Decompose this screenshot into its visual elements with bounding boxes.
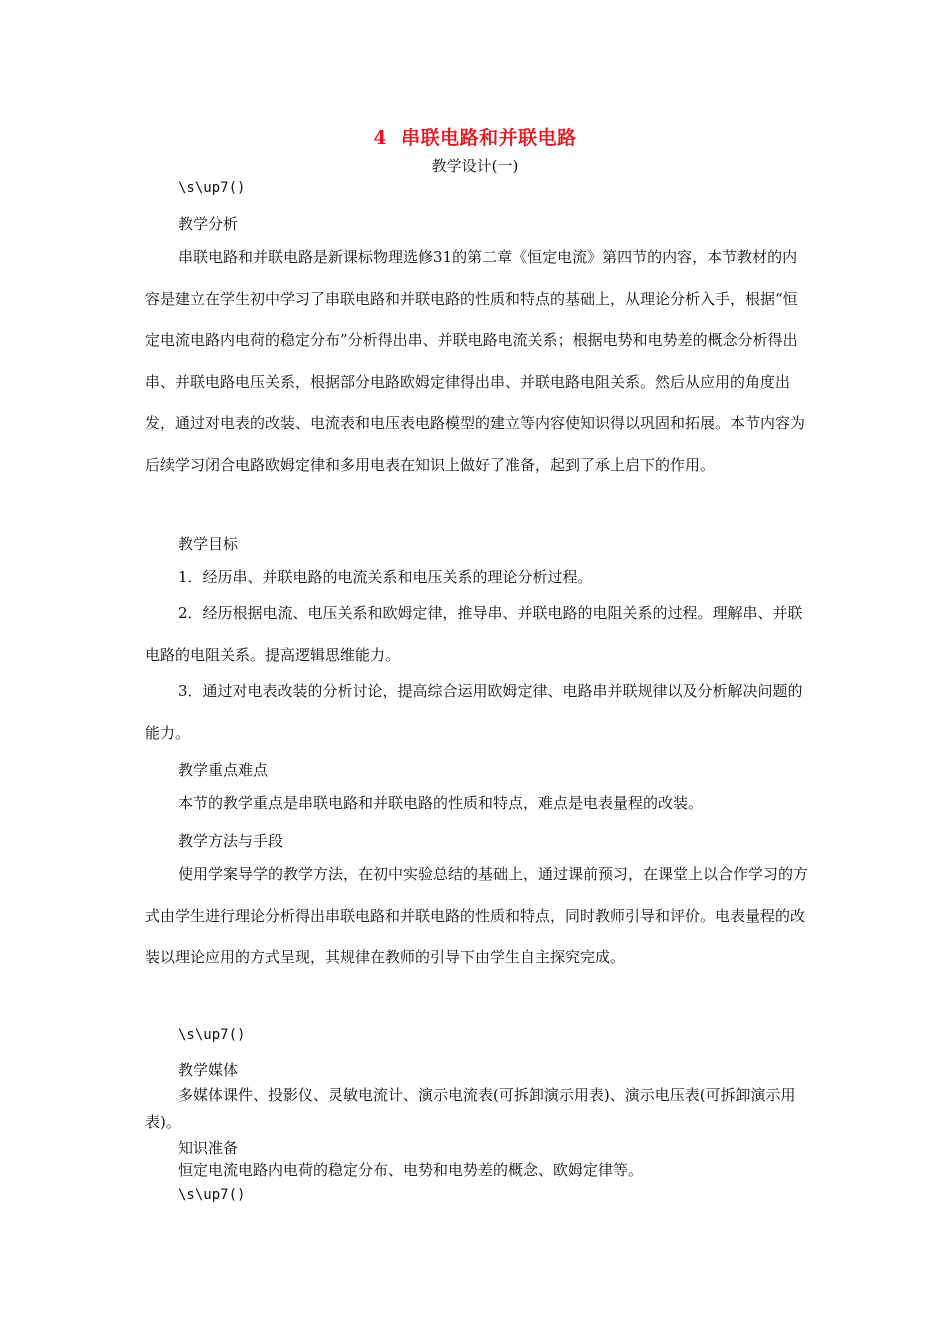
preparation-heading: 知识准备 [178, 1139, 239, 1157]
objective-item-3: 3．通过对电表改装的分析讨论，提高综合运用欧姆定律、电路串并联规律以及分析解决问题的能力。 [145, 682, 803, 742]
media-paragraph: 多媒体课件、投影仪、灵敏电流计、演示电流表(可拆卸演示用表)、演示电压表(可拆卸演示用表)。 [145, 1086, 796, 1131]
objectives-heading: 教学目标 [178, 535, 239, 553]
preparation-paragraph: 恒定电流电路内电荷的稳定分布、电势和电势差的概念、欧姆定律等。 [178, 1161, 644, 1179]
objective-item-2: 2．经历根据电流、电压关系和欧姆定律，推导串、并联电路的电阻关系的过程。理解串、并联电路的电阻关系。提高逻辑思维能力。 [145, 604, 803, 664]
key-points-heading: 教学重点难点 [178, 761, 269, 779]
title-text: 串联电路和并联电路 [401, 127, 577, 149]
analysis-paragraph: 串联电路和并联电路是新课标物理选修31的第二章《恒定电流》第四节的内容，本节教材的内容是建立在学生初中学习了串联电路和并联电路的性质和特点的基础上，从理论分析入手，根据“恒定电流电路内电荷的稳定分布”分析得出串、并联电路电流关系；根据电势和电势差的概念分析得出串、并联电路电压关系，根据部分电路欧姆定律得出串、并联电路电阻关系。然后从应用的角度出发，通过对电表的改装、电流表和电压表电路模型的建立等内容使知识得以巩固和拓展。本节内容为后续学习闭合电路欧姆定律和多用电表在知识上做好了准备，起到了承上启下的作用。 [145, 248, 806, 474]
page-subtitle: 教学设计(一) [431, 157, 519, 175]
page-title [0, 123, 950, 150]
methods-heading: 教学方法与手段 [178, 832, 284, 850]
objective-item-1: 1．经历串、并联电路的电流关系和电压关系的理论分析过程。 [178, 568, 593, 586]
media-heading: 教学媒体 [178, 1061, 239, 1079]
methods-paragraph: 使用学案导学的教学方法，在初中实验总结的基础上，通过课前预习，在课堂上以合作学习的方式由学生进行理论分析得出串联电路和并联电路的性质和特点，同时教师引导和评价。电表量程的改装以理论应用的方式呈现，其规律在教师的引导下由学生自主探究完成。 [145, 865, 809, 966]
analysis-heading: 教学分析 [178, 215, 239, 233]
key-points-paragraph: 本节的教学重点是串联电路和并联电路的性质和特点，难点是电表量程的改装。 [178, 794, 704, 812]
field-code-1: \s\up7() [178, 180, 246, 196]
field-code-2: \s\up7() [178, 1027, 246, 1043]
section-number: 4 [373, 127, 388, 149]
field-code-3: \s\up7() [178, 1187, 246, 1203]
